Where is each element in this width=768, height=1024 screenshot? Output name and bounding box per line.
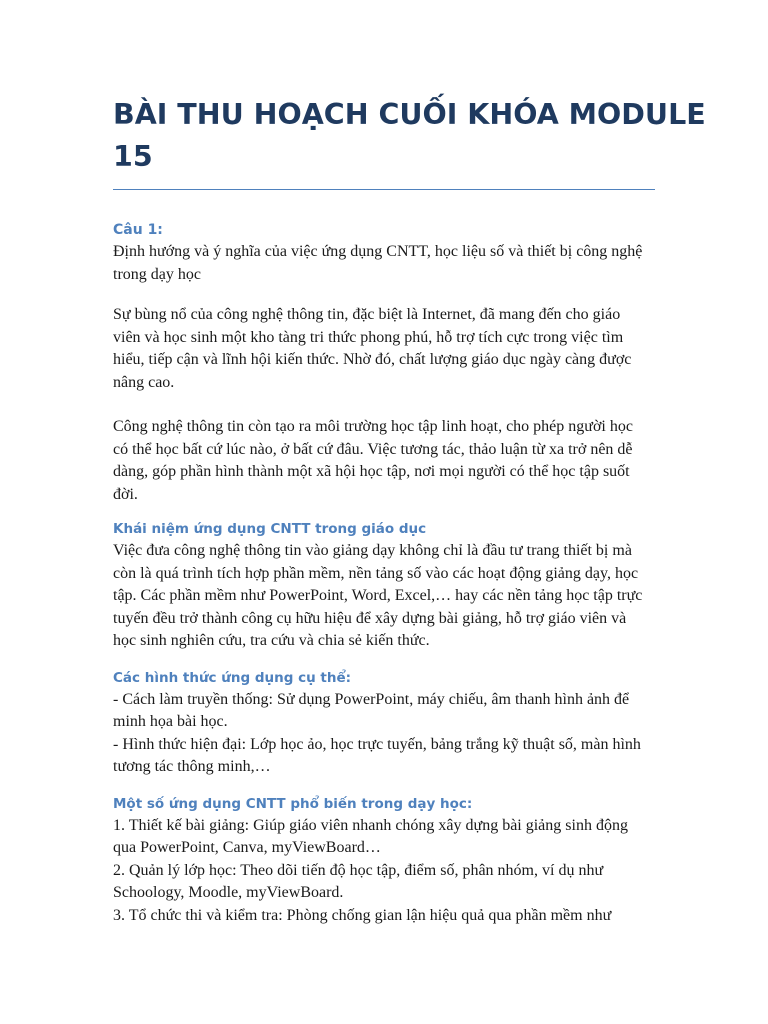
title-line: BÀI THU HOẠCH CUỐI KHÓA MODULE (113, 98, 706, 131)
text-line: 2. Quản lý lớp học: Theo dõi tiến độ học tập, điểm số, phân nhóm, ví dụ như (113, 861, 604, 879)
document-title (113, 0, 706, 178)
text-line: Schoology, Moodle, myViewBoard. (113, 884, 344, 901)
text-line: minh họa bài học. (113, 713, 228, 730)
document-page (113, 0, 706, 927)
section-heading-applications: Một số ứng dụng CNTT phổ biến trong dạy học: (113, 795, 473, 812)
text-line: Việc đưa công nghệ thông tin vào giảng dạy không chỉ là đầu tư trang thiết bị mà (113, 542, 632, 559)
section-body-forms (113, 689, 658, 779)
text-line: Công nghệ thông tin còn tạo ra môi trường học tập linh hoạt, cho phép người học (113, 418, 633, 435)
question-label: Câu 1: (113, 222, 163, 238)
text-line: học sinh nghiên cứu, tra cứu và chia sẻ kiến thức. (113, 632, 430, 649)
title-line: 15 (113, 140, 153, 173)
text-line: - Cách làm truyền thống: Sử dụng PowerPoint, máy chiếu, âm thanh hình ảnh để (113, 690, 630, 708)
text-line: đời. (113, 485, 138, 503)
text-line: - Hình thức hiện đại: Lớp học ảo, học trực tuyến, bảng trắng kỹ thuật số, màn hình (113, 735, 641, 753)
paragraph-1 (113, 304, 658, 394)
text-line: viên và học sinh một kho tàng tri thức phong phú, hỗ trợ tích cực trong việc tìm (113, 328, 624, 346)
question-text (113, 241, 658, 286)
text-line: tương tác thông minh,… (113, 758, 271, 775)
text-line: tuyến đều trở thành công cụ hữu hiệu để xây dựng bài giảng, hỗ trợ giáo viên và (113, 609, 627, 627)
text-line: còn là quá trình tích hợp phần mềm, nền tảng số vào các hoạt động giảng dạy, học (113, 564, 639, 582)
section-heading-forms: Các hình thức ứng dụng cụ thể: (113, 669, 352, 686)
text-line: tập. Các phần mềm như PowerPoint, Word, Excel,… hay các nền tảng học tập trực (113, 587, 643, 604)
text-line: Sự bùng nổ của công nghệ thông tin, đặc biệt là Internet, đã mang đến cho giáo (113, 306, 621, 323)
section-body-applications (113, 815, 658, 928)
text-line: 3. Tổ chức thi và kiểm tra: Phòng chống gian lận hiệu quả qua phần mềm như (113, 906, 612, 924)
text-line: hiểu, tiếp cận và lĩnh hội kiến thức. Nhờ đó, chất lượng giáo dục ngày càng được (113, 351, 632, 368)
paragraph-2 (113, 416, 658, 506)
title-divider (113, 189, 655, 190)
text-line: Định hướng và ý nghĩa của việc ứng dụng CNTT, học liệu số và thiết bị công nghệ (113, 243, 643, 260)
text-line: trong dạy học (113, 265, 201, 283)
section-heading-concept: Khái niệm ứng dụng CNTT trong giáo dục (113, 521, 427, 537)
text-line: có thể học bất cứ lúc nào, ở bất cứ đâu. Việc tương tác, thảo luận từ xa trở nên dễ (113, 440, 633, 458)
text-line: qua PowerPoint, Canva, myViewBoard… (113, 839, 381, 856)
text-line: nâng cao. (113, 373, 175, 391)
section-body-concept (113, 540, 658, 653)
text-line: dàng, góp phần hình thành một xã hội học tập, nơi mọi người có thể học tập suốt (113, 463, 630, 480)
text-line: 1. Thiết kế bài giảng: Giúp giáo viên nhanh chóng xây dựng bài giảng sinh động (113, 816, 628, 834)
